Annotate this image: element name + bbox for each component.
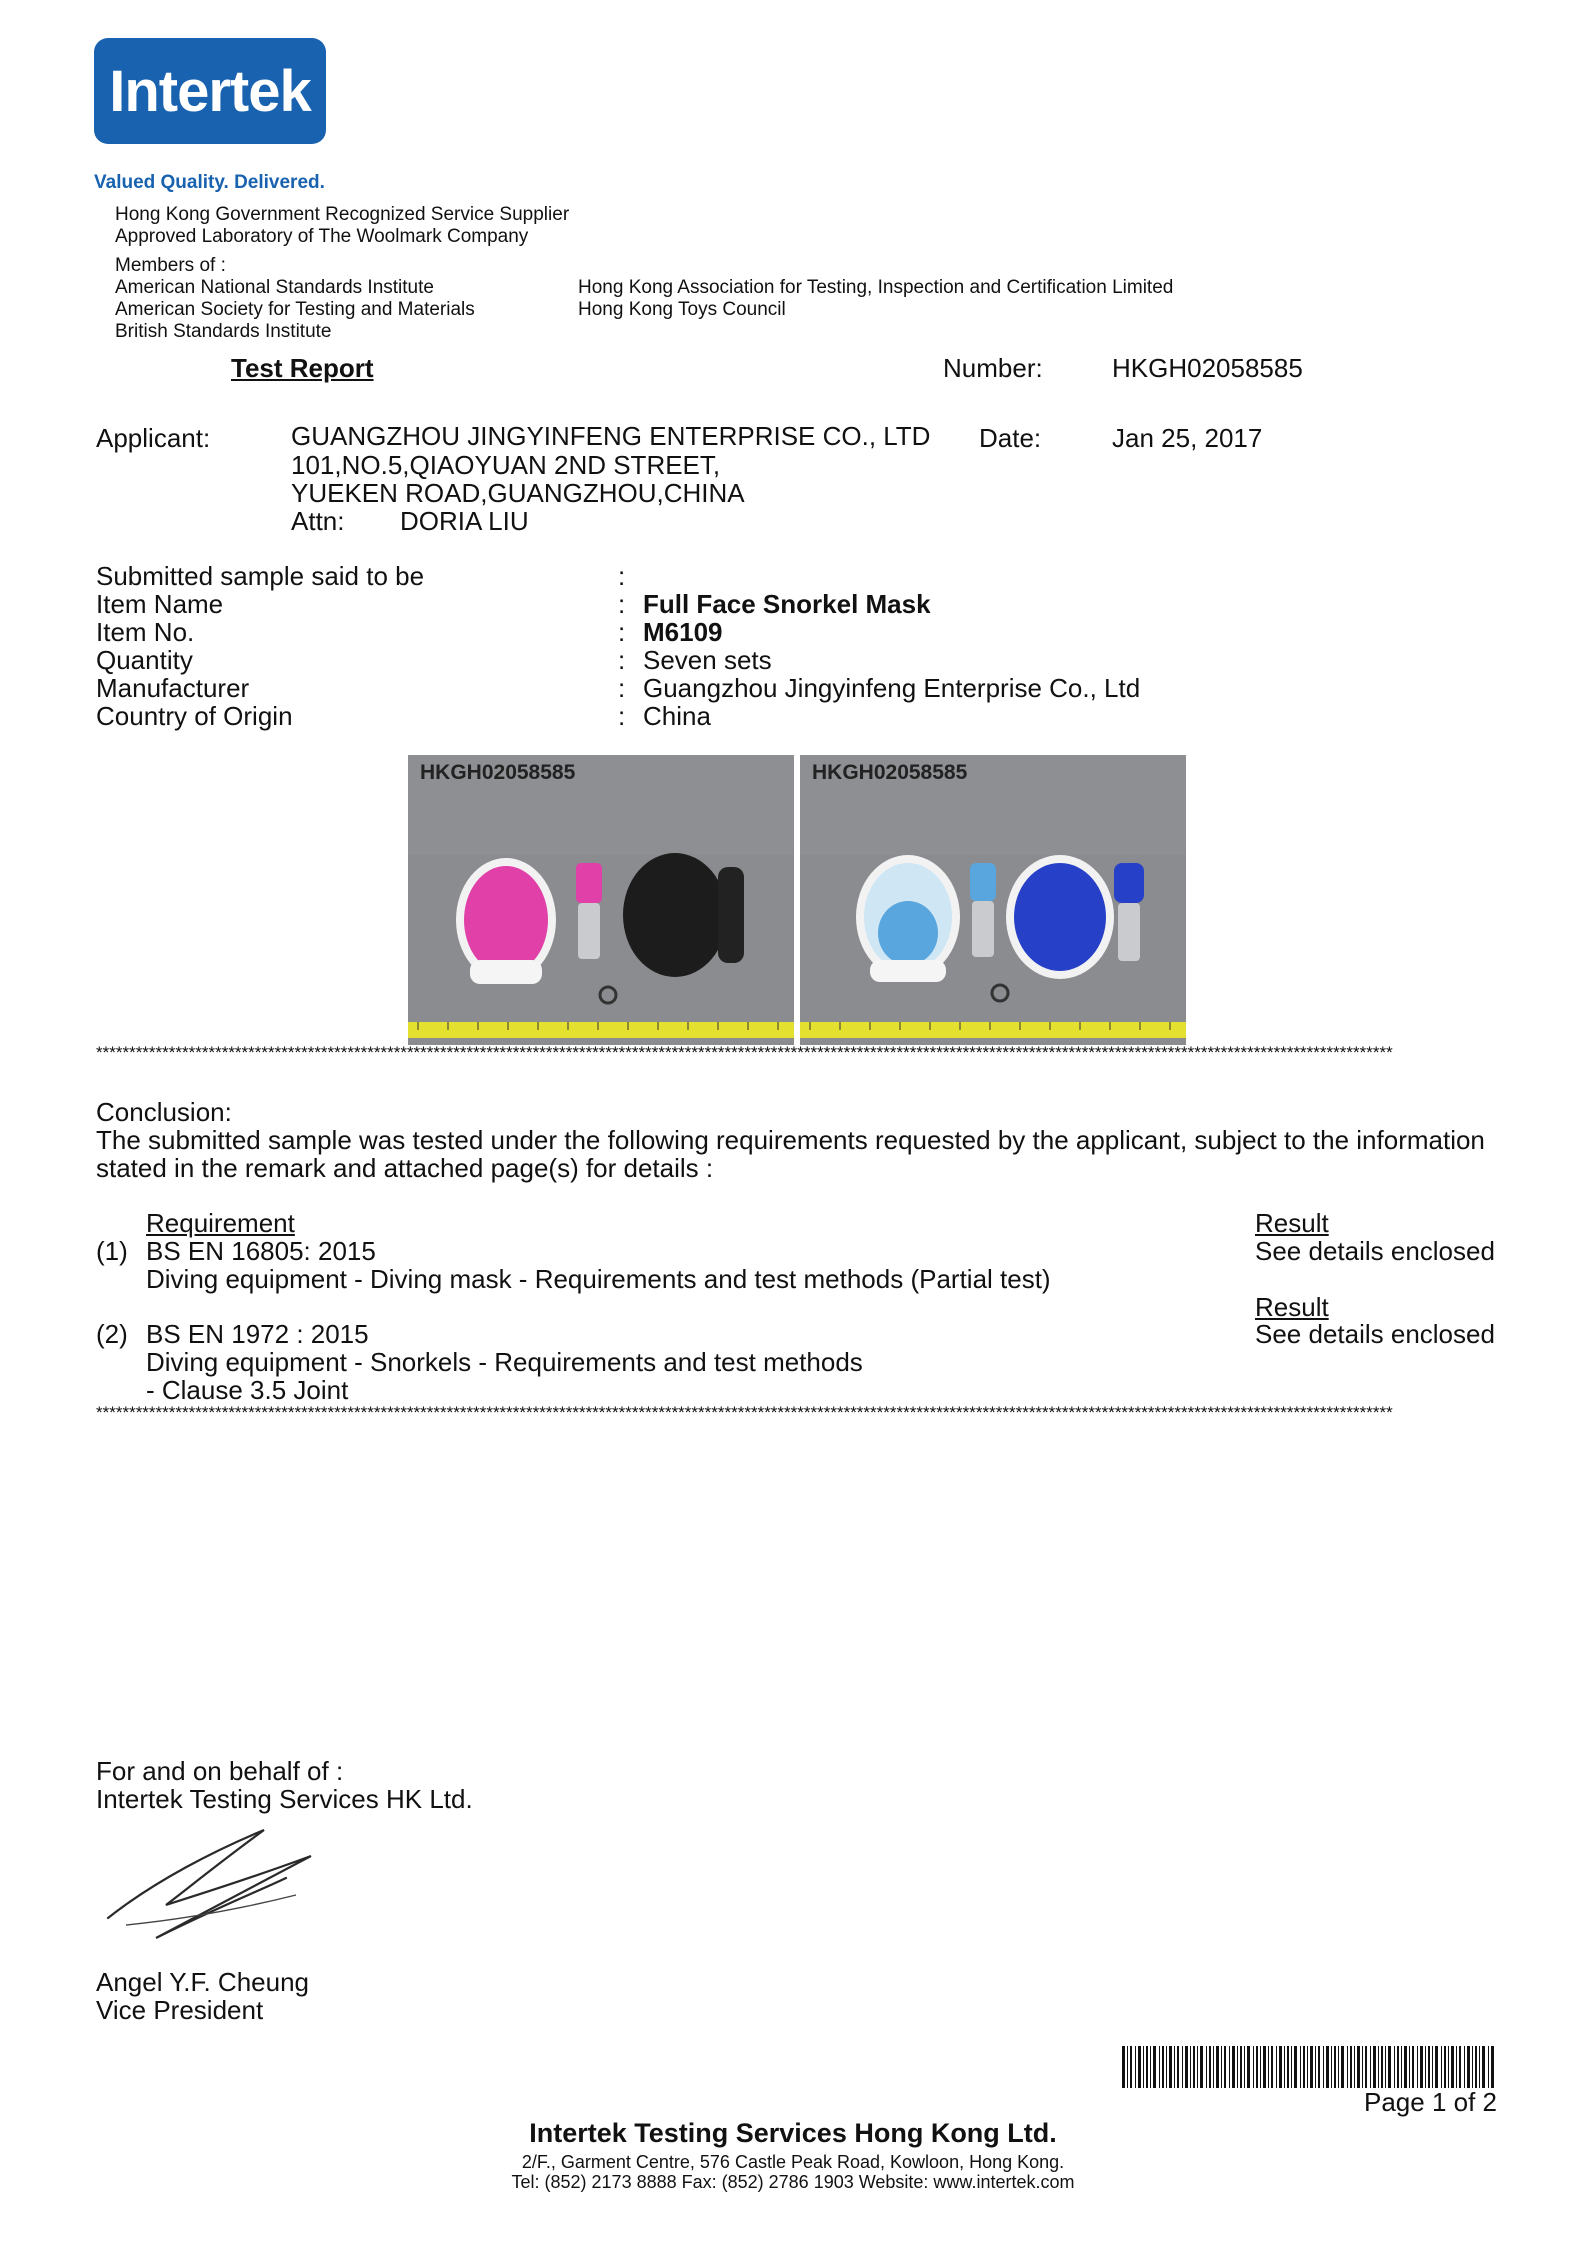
- conclusion-label: Conclusion:: [96, 1097, 232, 1127]
- result-header-1: Result: [1255, 1208, 1329, 1238]
- requirement-1-standard: BS EN 16805: 2015: [146, 1236, 376, 1266]
- separator-top: ****************************************************************************************************************************************************************************************************: [96, 1043, 1393, 1062]
- footer-address: 2/F., Garment Centre, 576 Castle Peak Road, Kowloon, Hong Kong.: [521, 2152, 1065, 2172]
- member-right-2: Hong Kong Toys Council: [578, 299, 786, 320]
- intertek-logo: [94, 38, 326, 144]
- photo-2-drawing: [800, 755, 1186, 1045]
- requirement-header: Requirement: [146, 1208, 295, 1238]
- result-header-2: Result: [1255, 1292, 1329, 1322]
- recognition-line-2: Approved Laboratory of The Woolmark Company: [115, 226, 529, 247]
- sample-heading-colon: :: [618, 561, 626, 591]
- applicant-line-1: GUANGZHOU JINGYINFENG ENTERPRISE CO., LTD: [291, 421, 931, 451]
- applicant-label: Applicant:: [96, 423, 211, 453]
- sample-photo-2: [800, 755, 1186, 1045]
- mask-black: [623, 853, 727, 977]
- number-label: Number:: [943, 353, 1043, 383]
- requirement-1-description: Diving equipment - Diving mask - Requirements and test methods (Partial test): [146, 1264, 1051, 1294]
- sample-value-item-no: M6109: [643, 617, 723, 647]
- colon: :: [618, 589, 626, 619]
- member-left-3: British Standards Institute: [115, 321, 332, 342]
- requirement-2-standard: BS EN 1972 : 2015: [146, 1319, 369, 1349]
- recognition-line-1: Hong Kong Government Recognized Service Supplier: [115, 204, 570, 225]
- mask-pink: [464, 866, 548, 974]
- sample-value-country: China: [643, 701, 711, 731]
- sample-label-quantity: Quantity: [96, 645, 193, 675]
- member-left-2: American Society for Testing and Materials: [115, 299, 475, 320]
- logo-text: Intertek: [109, 59, 311, 124]
- footer-company: Intertek Testing Services Hong Kong Ltd.: [529, 2118, 1057, 2148]
- member-left-1: American National Standards Institute: [115, 277, 434, 298]
- mask-light-blue: [878, 901, 938, 965]
- sample-value-item-name: Full Face Snorkel Mask: [643, 589, 931, 619]
- requirement-2-description-1: Diving equipment - Snorkels - Requirements and test methods: [146, 1347, 863, 1377]
- signatory-name: Angel Y.F. Cheung: [96, 1967, 309, 1997]
- attn-label: Attn:: [291, 506, 345, 536]
- signatory-title: Vice President: [96, 1995, 264, 2025]
- signature-image: [96, 1810, 321, 1960]
- photo-2-label: HKGH02058585: [812, 761, 968, 784]
- sample-heading: Submitted sample said to be: [96, 561, 425, 591]
- colon: :: [618, 645, 626, 675]
- sample-label-country: Country of Origin: [96, 701, 293, 731]
- sample-value-quantity: Seven sets: [643, 645, 772, 675]
- sample-label-item-no: Item No.: [96, 617, 195, 647]
- report-date: Jan 25, 2017: [1112, 423, 1263, 453]
- page-number: Page 1 of 2: [1364, 2087, 1497, 2117]
- sample-photo-1: [408, 755, 794, 1045]
- colon: :: [618, 617, 626, 647]
- colon: :: [618, 701, 626, 731]
- requirement-1-result: See details enclosed: [1255, 1236, 1495, 1266]
- member-right-1: Hong Kong Association for Testing, Inspection and Certification Limited: [578, 277, 1174, 298]
- report-number: HKGH02058585: [1112, 353, 1303, 383]
- mask-blue: [1014, 863, 1106, 971]
- separator-bottom: ****************************************************************************************************************************************************************************************************: [96, 1403, 1393, 1422]
- report-title: Test Report: [231, 353, 374, 383]
- requirement-1-number: (1): [96, 1236, 128, 1266]
- sample-label-manufacturer: Manufacturer: [96, 673, 250, 703]
- behalf-label: For and on behalf of :: [96, 1756, 344, 1786]
- sample-label-item-name: Item Name: [96, 589, 224, 619]
- applicant-line-3: YUEKEN ROAD,GUANGZHOU,CHINA: [291, 478, 745, 508]
- date-label: Date:: [979, 423, 1042, 453]
- sample-value-manufacturer: Guangzhou Jingyinfeng Enterprise Co., Ltd: [643, 673, 1141, 703]
- logo-tagline: Valued Quality. Delivered.: [94, 172, 325, 193]
- barcode: [1122, 2046, 1496, 2088]
- requirement-2-result: See details enclosed: [1255, 1319, 1495, 1349]
- requirement-2-description-2: - Clause 3.5 Joint: [146, 1375, 349, 1405]
- photo-1-drawing: [408, 755, 794, 1045]
- requirement-2-number: (2): [96, 1319, 128, 1349]
- applicant-line-2: 101,NO.5,QIAOYUAN 2ND STREET,: [291, 450, 721, 480]
- colon: :: [618, 673, 626, 703]
- footer-contact: Tel: (852) 2173 8888 Fax: (852) 2786 1903 Website: www.intertek.com: [511, 2172, 1075, 2192]
- photo-1-label: HKGH02058585: [420, 761, 576, 784]
- conclusion-line-2: stated in the remark and attached page(s) for details :: [96, 1153, 714, 1183]
- behalf-company: Intertek Testing Services HK Ltd.: [96, 1784, 473, 1814]
- attn-name: DORIA LIU: [400, 506, 529, 536]
- conclusion-line-1: The submitted sample was tested under the following requirements requested by the applicant, subject to the information: [96, 1125, 1485, 1155]
- members-label: Members of :: [115, 255, 226, 276]
